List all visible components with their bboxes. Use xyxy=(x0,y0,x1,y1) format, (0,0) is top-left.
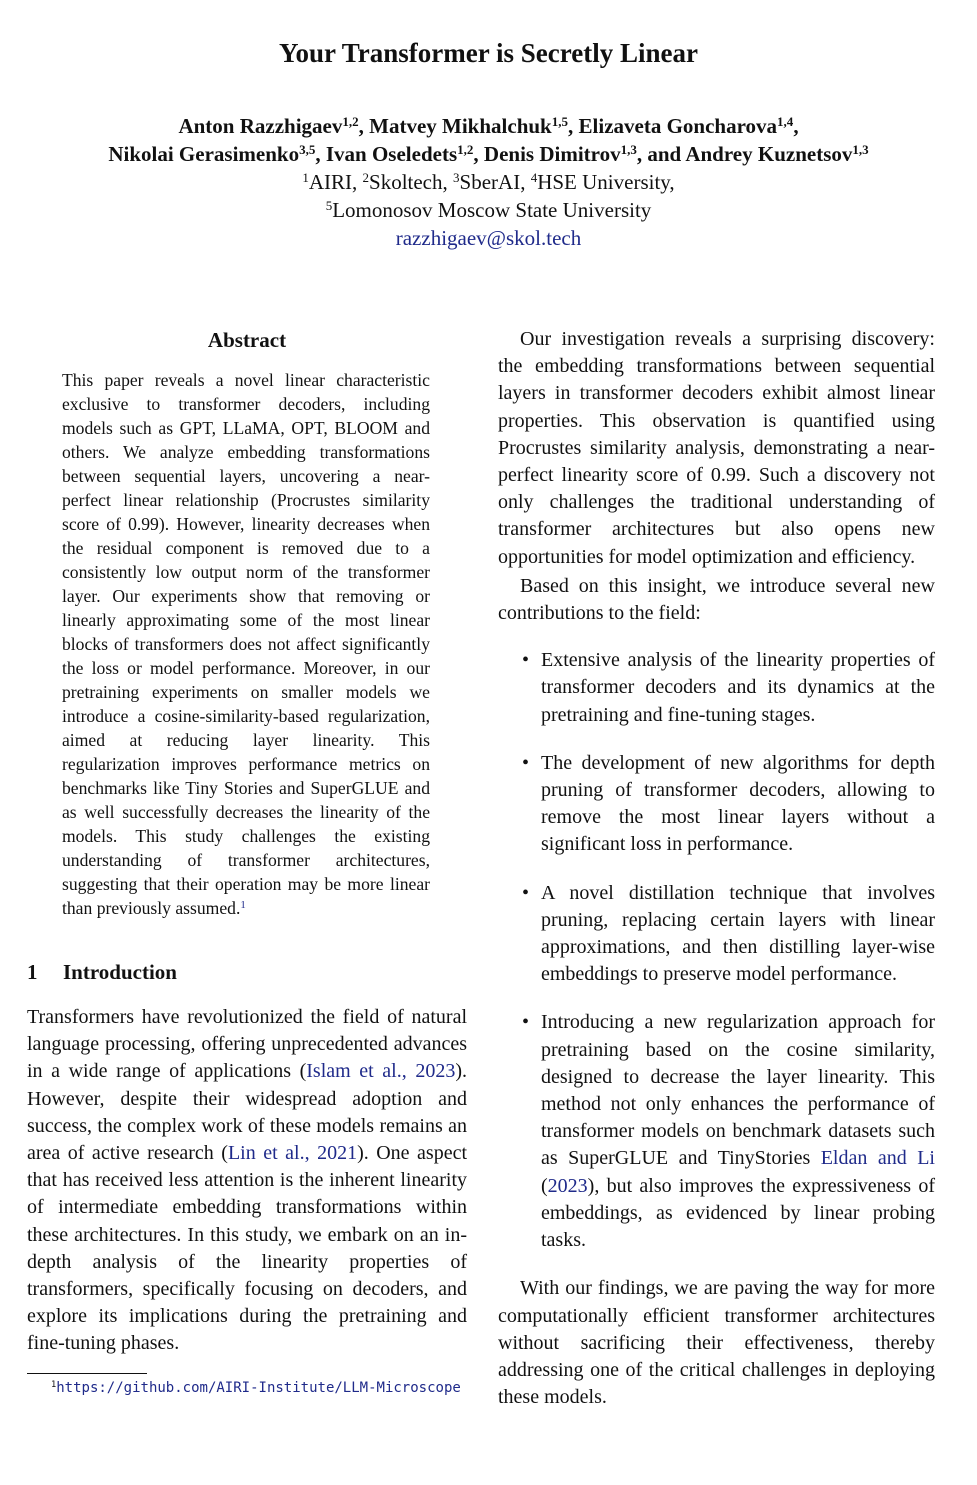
list-item: • Introducing a new regularization approach for pretraining based on the cosine similarity, designed to decrease the layer linearity. This method not only enhances the performance of transformer models on benchmark datasets such as SuperGLUE and TinyStories Eldan and Li (2023), but also improves the expressiveness of embeddings, as evidenced by linear probing tasks. xyxy=(522,1011,935,1252)
citation-link[interactable]: Islam et al., 2023 xyxy=(306,1060,456,1083)
affiliation: $^1$AIRI, xyxy=(302,169,363,194)
author-list xyxy=(0,112,977,168)
affiliation-line-2: $^5$Lomonosov Moscow State University xyxy=(325,197,652,222)
author: Ivan Oseledets$^{1,2}$, xyxy=(325,141,484,166)
citation-link[interactable]: Lin et al., 2021 xyxy=(227,1142,358,1165)
intro-paragraph-3: Based on this insight, we introduce several new contributions to the field: xyxy=(498,574,935,625)
affiliation: $^2$Skoltech, xyxy=(362,169,454,194)
author: Elizaveta Goncharova$^{1,4}$, xyxy=(578,113,799,138)
author-email-link[interactable]: razzhigaev@skol.tech xyxy=(395,226,582,250)
right-column xyxy=(498,326,935,1411)
author-line-1 xyxy=(0,112,977,140)
author: Matvey Mikhalchuk$^{1,5}$, xyxy=(369,113,579,138)
footnote-url-link[interactable]: https://github.com/AIRI-Institute/LLM-Microscope xyxy=(56,1379,461,1396)
author: Andrey Kuznetsov$^{1,3}$ xyxy=(685,141,869,166)
author: Denis Dimitrov$^{1,3}$, and xyxy=(483,141,686,166)
author-line-2 xyxy=(0,140,977,168)
abstract-body: This paper reveals a novel linear characteristic exclusive to transformer decoders, including models such as GPT, LLaMA, OPT, BLOOM and others. We analyze embedding transformations between sequential layers, uncovering a near-perfect linear relationship (Procrustes similarity score of 0.99). However, linearity decreases when the residual component is removed due to a consistently low output norm of the transformer layer. Our experiments show that removing or linearly approximating some of the most linear blocks of transformers does not affect significantly the loss or model performance. Moreover, in our pretraining experiments on smaller models we introduce a cosine-similarity-based regularization, aimed at reducing layer linearity. This regularization improves performance metrics on benchmarks like Tiny Stories and SuperGLUE and as well successfully decreases the linearity of the models. This study challenges the existing understanding of transformer architectures, suggesting that their operation may be more linear than previously assumed.$^1$ xyxy=(62,370,430,918)
section-heading-introduction: 1 Introduction xyxy=(27,960,177,984)
footnote-ref-link[interactable]: 1 xyxy=(240,899,246,911)
author: Anton Razzhigaev$^{1,2}$, xyxy=(178,113,370,138)
author: Nikolai Gerasimenko$^{3,5}$, xyxy=(108,141,326,166)
affiliation-line-1 xyxy=(0,168,977,196)
abstract-heading: Abstract xyxy=(207,328,287,352)
bullet-icon: • xyxy=(522,751,530,774)
intro-paragraph-2: Our investigation reveals a surprising discovery: the embedding transformations between sequential layers in transformer decoders exhibit almost linear properties. This observation is quantified using Procrustes similarity analysis, demonstrating a near-perfect linearity score of 0.99. Such a discovery not only challenges the traditional understanding of transformer architectures but also opens new opportunities for model optimization and efficiency. xyxy=(498,328,935,568)
affiliation: $^3$SberAI, xyxy=(453,169,531,194)
bullet-icon: • xyxy=(522,1011,530,1034)
contributions-list xyxy=(498,647,935,1254)
introduction-paragraph: Transformers have revolutionized the field of natural language processing, offering unprecedented advances in a wide range of applications (Islam et al., 2023). However, despite their widespread adoption and success, the complex work of these models remains an area of active research (Lin et al., 2021). One aspect that has received less attention is the inherent linearity of intermediate embedding transformations within these architectures. In this study, we embark on an in-depth analysis of the linearity properties of transformers, specifically focusing on decoders, and explore its implications during the pretraining and fine-tuning phases. xyxy=(27,1006,468,1355)
affiliations xyxy=(0,168,977,252)
affiliation: $^4$HSE University, xyxy=(530,169,675,194)
left-column xyxy=(27,326,467,1398)
citation-link[interactable]: Eldan and Li xyxy=(820,1147,935,1170)
intro-paragraph-4: With our findings, we are paving the way for more computationally efficient transformer architectures without sacrificing their effectiveness, thereby addressing one of the critical challenges in deploying these models. xyxy=(498,1277,935,1409)
bullet-icon: • xyxy=(522,649,530,672)
list-item: • A novel distillation technique that involves pruning, replacing certain layers with linear approximations, and then distilling layer-wise embeddings to preserve model performance. xyxy=(522,881,935,986)
footnote: $^1$https://github.com/AIRI-Institute/LLM-Microscope xyxy=(51,1379,461,1396)
bullet-icon: • xyxy=(522,881,530,904)
citation-link[interactable]: 2023 xyxy=(547,1174,588,1197)
footnote-divider xyxy=(27,1373,147,1374)
list-item: • Extensive analysis of the linearity properties of transformer decoders and its dynamics at the pretraining and fine-tuning stages. xyxy=(522,649,935,726)
list-item: • The development of new algorithms for depth pruning of transformer decoders, allowing to remove the most linear layers without a significant loss in performance. xyxy=(522,751,935,856)
paper-title: Your Transformer is Secretly Linear xyxy=(279,38,698,68)
